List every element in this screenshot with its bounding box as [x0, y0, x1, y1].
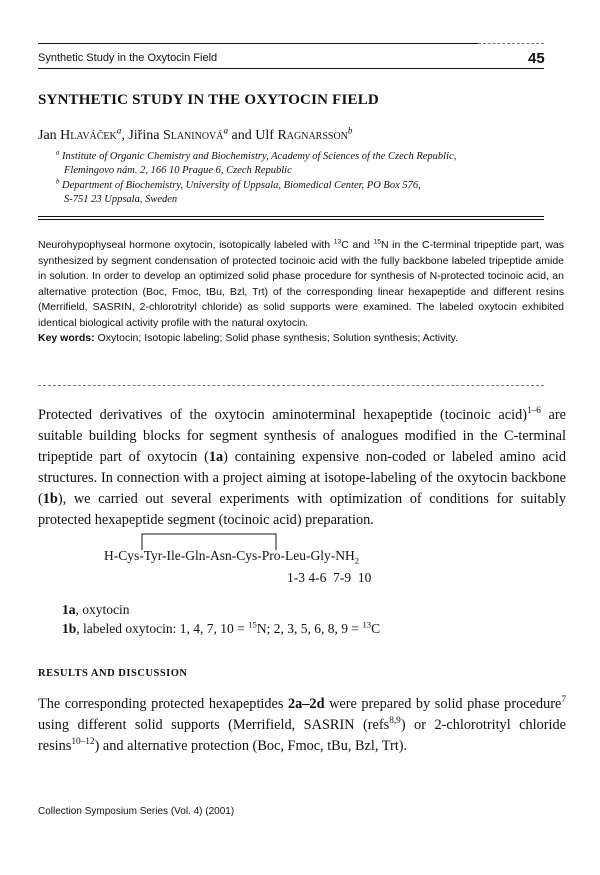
- results-text: The corresponding protected hexapeptides: [38, 696, 288, 712]
- position-numbers: 1-3 4-6 7-9 10: [287, 570, 372, 585]
- isotope-13: 13: [333, 238, 342, 246]
- citation: 8,9: [389, 716, 401, 727]
- intro-text: ), we carried out several experiments with optimization of conditions for suitably protected hexapeptide segment (tocinoic acid) preparation.: [38, 491, 566, 528]
- affiliation-b: [56, 179, 556, 207]
- affiliation-b-line1: Department of Biochemistry, University of Uppsala, Biomedical Center, PO Box 576,: [59, 180, 421, 191]
- author-1-affil-mark: a: [116, 125, 122, 136]
- compound-1a-text: , oxytocin: [75, 602, 130, 617]
- intro-paragraph: [38, 405, 566, 531]
- results-text: were prepared by solid phase procedure: [324, 696, 562, 712]
- compound-list: [62, 600, 380, 638]
- sequence-subscript: 2: [354, 555, 360, 566]
- intro-text: Protected derivatives of the oxytocin aminoterminal hexapeptide (tocinoic acid): [38, 407, 527, 423]
- running-header: Synthetic Study in the Oxytocin Field: [38, 52, 218, 64]
- isotope-13: 13: [362, 619, 372, 630]
- abstract-text: C and: [341, 239, 374, 251]
- author-3-family: Ragnarsson: [277, 128, 348, 143]
- sequence-text: H-Cys-Tyr-Ile-Gln-Asn-Cys-Pro-Leu-Gly-NH: [104, 548, 355, 563]
- affiliation-a-line1: Institute of Organic Chemistry and Biochemistry, Academy of Sciences of the Czech Republic,: [59, 151, 457, 162]
- results-text: using different solid supports (Merrifield, SASRIN (refs: [38, 717, 390, 733]
- compound-ref: 1b: [42, 491, 58, 507]
- author-2-given: Jiřina: [128, 128, 163, 143]
- results-text: ) or 2-chlorotrityl chloride resins: [38, 717, 566, 754]
- citation: 7: [561, 695, 566, 706]
- abstract-text: Neurohypophyseal hormone oxytocin, isotopically labeled with: [38, 239, 334, 251]
- abstract: [38, 238, 564, 347]
- compound-1a-label: 1a: [62, 602, 76, 617]
- affiliation-a-line2: Flemingovo nám. 2, 166 10 Prague 6, Czech Republic: [64, 165, 292, 176]
- article-title: SYNTHETIC STUDY IN THE OXYTOCIN FIELD: [38, 92, 379, 108]
- author-separator: ,: [121, 128, 129, 143]
- results-paragraph: [38, 694, 566, 757]
- peptide-sequence: [104, 548, 359, 564]
- compound-1a: [62, 600, 380, 619]
- author-1-family: Hlaváček: [60, 128, 117, 143]
- isotope-15: 15: [248, 619, 257, 630]
- author-2-affil-mark: a: [223, 125, 229, 136]
- journal-footer: Collection Symposium Series (Vol. 4) (2001): [38, 806, 235, 817]
- citation: 10–12: [71, 737, 95, 748]
- isotope-15: 15: [373, 238, 382, 246]
- intro-text: ) containing expensive non-coded or labeled amino acid structures. In connection with a project aiming at isotope-labeling of the oxytocin backbone (: [38, 449, 567, 507]
- affiliation-b-mark: b: [56, 178, 60, 186]
- abstract-bottom-rule: [38, 385, 544, 386]
- results-text: ) and alternative protection (Boc, Fmoc, tBu, Bzl, Trt).: [94, 738, 408, 754]
- top-rule-faded: [478, 43, 544, 44]
- header-rule: [38, 68, 544, 69]
- compound-1b-text: N; 2, 3, 5, 6, 8, 9 =: [256, 621, 363, 636]
- author-line: [38, 125, 353, 144]
- page-number: 45: [528, 50, 545, 67]
- abstract-top-rule-2: [38, 219, 544, 220]
- intro-text: are suitable building blocks for segment synthesis of analogues modified in the C-terminal tripeptide part of oxytocin (: [38, 407, 567, 465]
- compound-1b-text: C: [371, 621, 381, 636]
- compound-ref: 2a–2d: [287, 696, 325, 712]
- keywords: Oxytocin; Isotopic labeling; Solid phase synthesis; Solution synthesis; Activity.: [94, 332, 459, 344]
- author-separator: and: [228, 128, 256, 143]
- abstract-top-rule: [38, 216, 544, 217]
- affiliation-b-line2: S-751 23 Uppsala, Sweden: [64, 194, 178, 205]
- author-2-family: Slaninová: [162, 128, 224, 143]
- affiliation-a-mark: a: [56, 149, 60, 157]
- compound-1b-label: 1b: [62, 621, 77, 636]
- author-3-given: Ulf: [255, 128, 278, 143]
- compound-ref: 1a: [208, 449, 224, 465]
- top-rule: [38, 43, 478, 44]
- author-3-affil-mark: b: [347, 125, 353, 136]
- author-1-given: Jan: [38, 128, 61, 143]
- affiliation-a: [56, 150, 556, 178]
- citation: 1–6: [527, 406, 541, 417]
- section-heading: RESULTS AND DISCUSSION: [38, 668, 188, 679]
- keywords-label: Key words:: [38, 332, 95, 344]
- compound-1b-text: , labeled oxytocin: 1, 4, 7, 10 =: [76, 621, 249, 636]
- abstract-text: N in the C-terminal tripeptide part, was synthesized by segment condensation of protected tocinoic acid with the fully backbone labeled tripeptide amide in solution. In order to develop an optimized solid phase procedure for synthesis of N-protected tocinoic acid, an alternative protection (Boc, Fmoc, tBu, Bzl, Trt) of the corresponding linear hexapeptide and different resins (Merrifield, SASRIN, 2-chlorotrityl chloride) as solid supports were examined. The labeled oxytocin exhibited identical biological activity profile with the natural oxytocin.: [38, 239, 565, 329]
- compound-1b: [62, 619, 380, 638]
